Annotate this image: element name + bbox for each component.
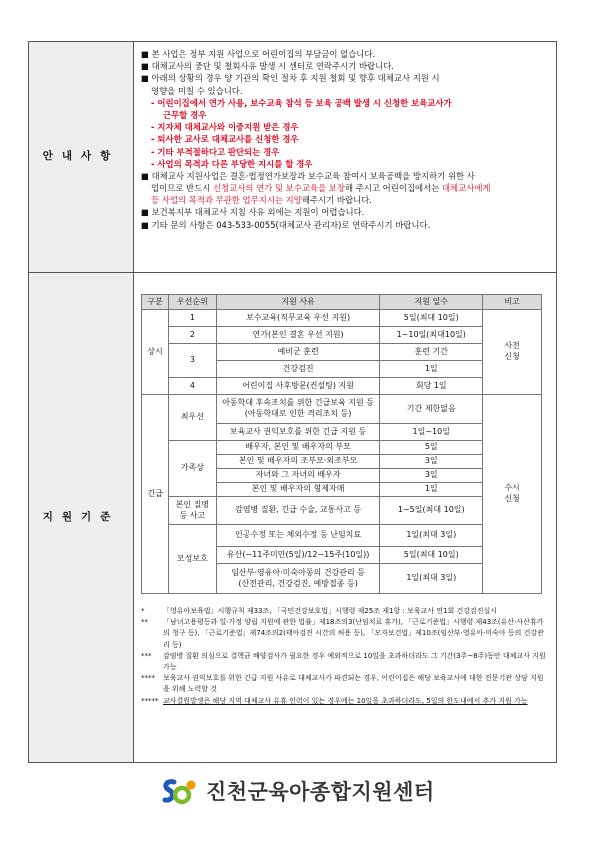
group-cell: 가족상 <box>168 441 216 497</box>
footnote: *** 감염병 질환 의심으로 결핵균 배양검사가 필요한 경우 예외적으로 10일을 초과하더라도 그 기간(3주~8주)동안 대체교사 지원 가능 <box>141 651 546 671</box>
days-cell: 3일 <box>380 455 483 469</box>
table-row <box>142 395 542 424</box>
reason-cell: 어린이집 사후방문(컨설팅) 지원 <box>216 378 380 395</box>
guide-red-item: - 기타 부적절하다고 판단되는 경우 <box>151 146 280 157</box>
note-cell: 수시 신청 <box>483 395 542 594</box>
footnote: **** 보육교사 권익보호를 위한 긴급 지원 사유로 대체교사가 파견되는 경우, 어린이집은 해당 보육교사에 대한 전문기관 상담 지원을 위해 노력할 것 <box>141 674 544 694</box>
days-cell: 회당 1일 <box>380 378 483 395</box>
reason-cell: 보수교육(직무교육 우선 지원) <box>216 310 380 327</box>
guide-paragraph-line: ■ 대체교사 지원사업은 결혼·법정연가보장과 보수교육 참여시 보육공백을 방지하기 위한 사 <box>141 170 475 181</box>
days-cell: 1일~10일 <box>380 424 483 441</box>
guide-line: ■ 기타 문의 사항은 043-533-0055(대체교사 관리자)로 연락주시기 바랍니다. <box>141 219 431 230</box>
guide-emphasis: 신청교사의 연가 및 보수교육을 보장 <box>212 183 345 194</box>
guide-paragraph-line: 등 사업의 목적과 무관한 업무지시는 지양해주시기 바랍니다. <box>151 195 372 206</box>
guide-row <box>29 42 556 273</box>
table-row <box>142 497 542 525</box>
column-header: 지원 일수 <box>380 295 483 310</box>
support-criteria-table <box>141 294 542 594</box>
reason-cell: 유산(~11주미만(5일)/12~15주(10일)) <box>216 547 380 564</box>
reason-cell: 본인 및 배우자의 형제자매 <box>216 483 380 497</box>
guide-red-item: - 지자체 대체교사와 이중지원 받은 경우 <box>151 122 299 133</box>
group-cell: 최우선 <box>168 395 216 441</box>
guide-label: 안내사항 <box>29 42 134 272</box>
table-row <box>142 441 542 455</box>
guide-line: ■ 본 사업은 정부 지원 사업으로 어린이집의 부담금이 없습니다. <box>141 49 376 59</box>
days-cell: 1~5일(최대 10일) <box>380 497 483 525</box>
table-row <box>142 327 542 344</box>
reason-cell: 임산부·영유아·미숙아동의 건강관리 등 (산전관리, 건강검진, 예방접종 등) <box>216 564 380 594</box>
rank-cell: 2 <box>168 327 216 344</box>
guide-line: ■ 보건복지부 대체교사 지침 사유 외에는 지원이 어렵습니다. <box>141 207 365 218</box>
column-header: 지원 사유 <box>216 295 380 310</box>
criteria-body <box>141 294 553 707</box>
rank-cell: 4 <box>168 378 216 395</box>
org-logo-icon <box>160 776 198 808</box>
reason-cell: 배우자, 본인 및 배우자의 부모 <box>216 441 380 455</box>
days-cell: 기간 제한없음 <box>380 395 483 424</box>
guide-paragraph-line: 업이므로 반드시 신청교사의 연가 및 보수교육을 보장해 주시고 어린이집에서는 대체교사에게 <box>151 183 491 194</box>
note-cell: 사전 신청 <box>483 310 542 395</box>
reason-cell: 감염병 질환, 긴급 수술, 교통사고 등 <box>216 497 380 525</box>
rank-cell: 1 <box>168 310 216 327</box>
table-row <box>142 525 542 547</box>
group-cell: 본인 질병 등 사고 <box>168 497 216 525</box>
reason-cell: 예비군 훈련 <box>216 344 380 361</box>
guide-red-item: - 어린이집에서 연가 사용, 보수교육 참석 등 보육 공백 발생 시 신청한 보육교사가 <box>151 97 452 108</box>
guide-line: 영향을 미칠 수 있습니다. <box>151 85 243 96</box>
guide-emphasis: 등 사업의 목적과 무관한 업무지시는 지양 <box>151 195 302 206</box>
days-cell: 1~10일(최대10일) <box>380 327 483 344</box>
days-cell: 훈련 기간 <box>380 344 483 361</box>
table-row <box>142 310 542 327</box>
footnotes <box>141 606 549 707</box>
guide-red-item: 근무할 경우 <box>163 109 207 120</box>
table-header-row <box>142 295 542 310</box>
reason-cell: 본인 및 배우자의 조부모·외조부모 <box>216 455 380 469</box>
guide-line: ■ 대체교사의 중단 및 철회사유 발생 시 센터로 연락주시기 바랍니다. <box>141 61 394 72</box>
category-cell: 긴급 <box>142 395 169 594</box>
org-name: 진천군육아종합지원센터 <box>206 779 435 804</box>
rank-cell: 3 <box>168 344 216 378</box>
guide-red-item: - 퇴사한 교사로 대체교사를 신청한 경우 <box>151 134 299 145</box>
days-cell: 1일(최대 3일) <box>380 564 483 594</box>
document-table <box>28 41 557 763</box>
footer-logo <box>160 776 435 808</box>
days-cell: 1일(최대 3일) <box>380 525 483 547</box>
column-header: 구분 <box>142 295 169 310</box>
footnote: ***** 교사결원발생은 해당 지역 대체교사 유휴 인력이 있는 경우에는 10일을 초과하더라도, 5일의 한도내에서 추가 지원 가능 <box>141 696 528 705</box>
days-cell: 5일(최대 10일) <box>380 310 483 327</box>
table-row <box>142 344 542 361</box>
days-cell: 1일 <box>380 483 483 497</box>
guide-line: ■ 아래의 상황의 경우 양 기관의 확인 절차 후 지원 철회 및 향후 대체교사 지원 시 <box>141 73 440 84</box>
category-cell: 상시 <box>142 310 169 395</box>
group-cell: 모성보호 <box>168 525 216 594</box>
column-header: 우선순위 <box>168 295 216 310</box>
days-cell: 3일 <box>380 469 483 483</box>
column-header: 비고 <box>483 295 542 310</box>
reason-cell: 건강검진 <box>216 361 380 378</box>
guide-red-item: - 사업의 목적과 다른 부당한 지시를 할 경우 <box>151 158 313 169</box>
criteria-label: 지원기준 <box>29 273 134 762</box>
reason-cell: 보육교사 권익보호를 위한 긴급 지원 등 <box>216 424 380 441</box>
days-cell: 5일 <box>380 441 483 455</box>
reason-cell: 인공수정 또는 체외수정 등 난임치료 <box>216 525 380 547</box>
guide-emphasis: 대체교사에게 <box>441 183 491 194</box>
guide-body <box>141 48 553 231</box>
reason-cell: 연가(본인 결혼 우선 지원) <box>216 327 380 344</box>
footnote: * 「영유아보육법」시행규칙 제33조, 「국민건강보호법」시행령 제25조 제1항 : 보육교사 연1회 건강검진실시 <box>141 607 498 615</box>
days-cell: 1일 <box>380 361 483 378</box>
reason-cell: 아동학대 후속조치를 위한 긴급보육 지원 등 (아동학대로 인한 격리조치 등) <box>216 395 380 424</box>
footnote: ** 「남녀고용평등과 일·가정 양립 지원에 관한 법률」제18조의3(난임치료 휴가), 「근로기준법」시행령 제43조(유산·사산휴가의 청구 등), 「근로기준법」제74조의2(태아검진 시간의 허용 등), 「모자보건법」제10조(임산부·영유아·미숙아 등의 건강관리 등) <box>141 618 544 649</box>
reason-cell: 자녀와 그 자녀의 배우자 <box>216 469 380 483</box>
table-row <box>142 378 542 395</box>
days-cell: 5일(최대 10일) <box>380 547 483 564</box>
criteria-row <box>29 273 556 762</box>
